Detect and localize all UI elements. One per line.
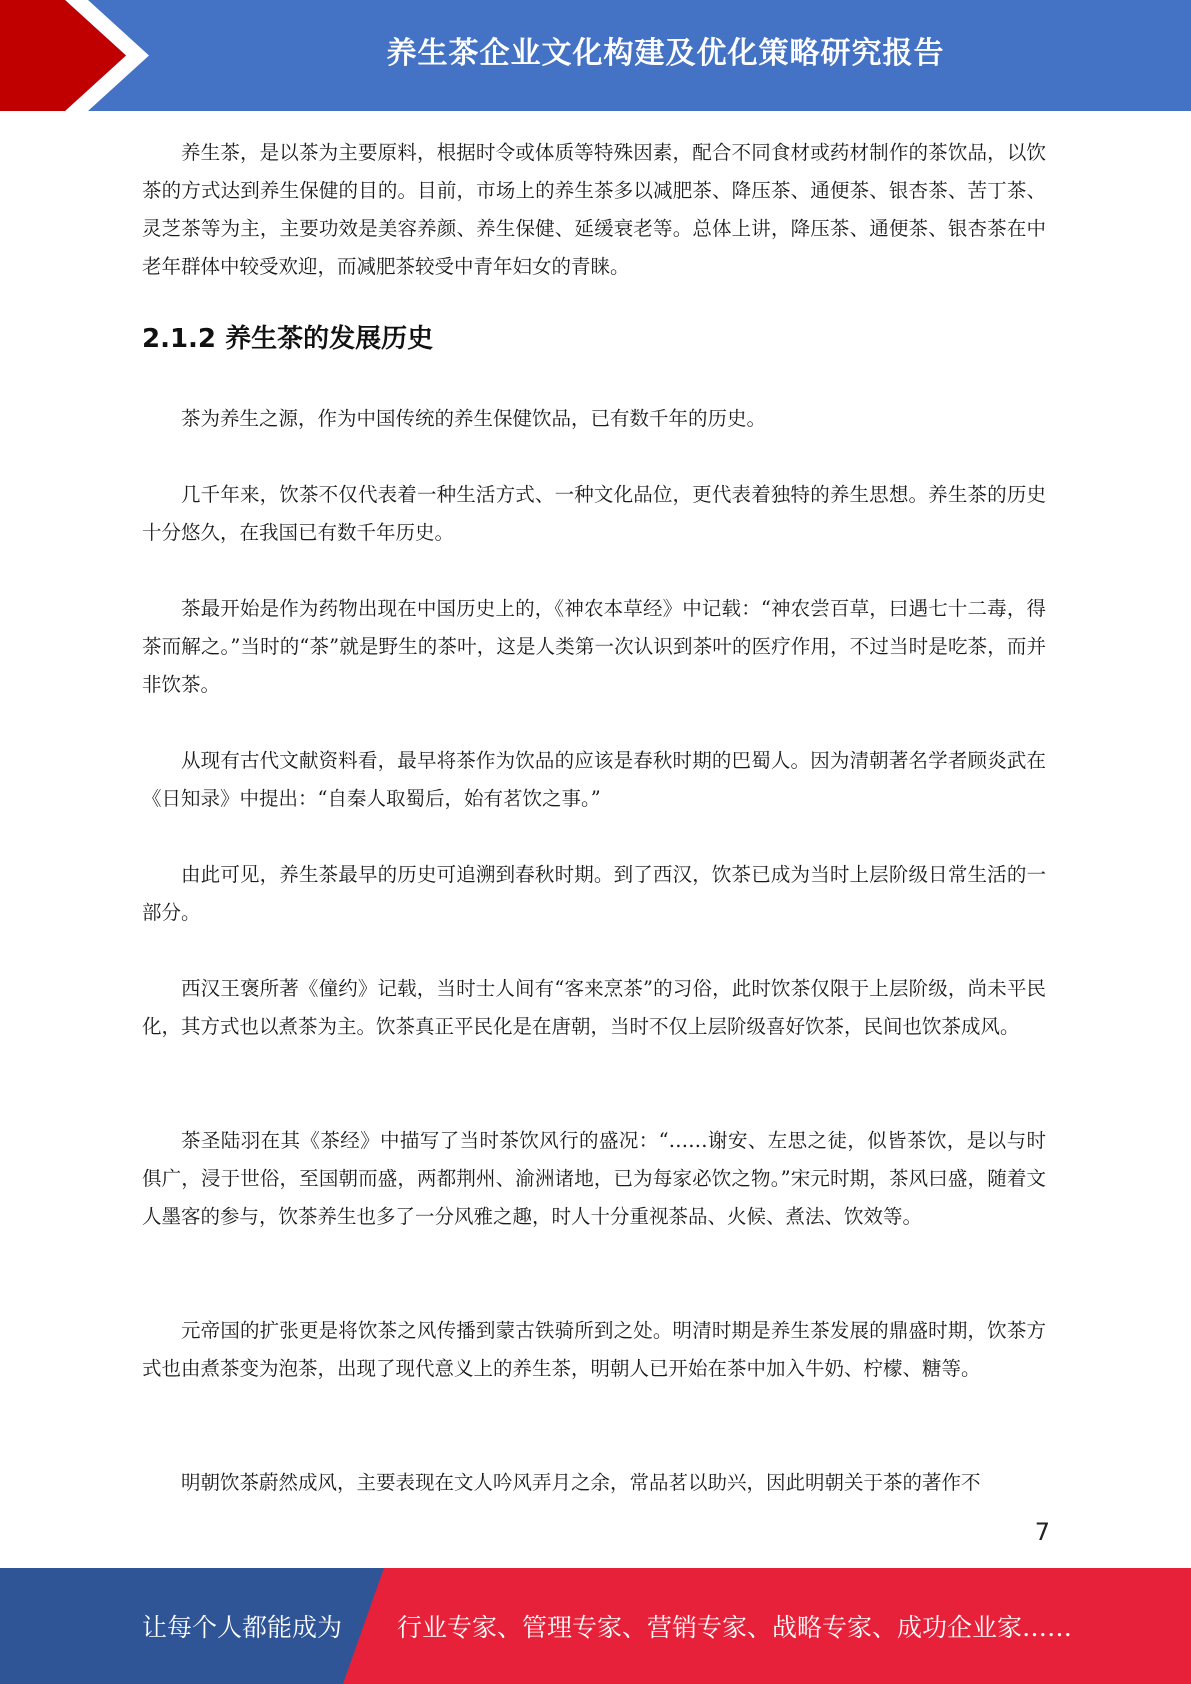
footer-slogan-right: 行业专家、管理专家、营销专家、战略专家、成功企业家…… bbox=[397, 1613, 1073, 1642]
body-paragraph: 西汉王褒所著《僮约》记载，当时士人间有“客来烹茶”的习俗，此时饮茶仅限于上层阶级，尚未平民化，其方式也以煮茶为主。饮茶真正平民化是在唐朝，当时不仅上层阶级喜好饮茶，民间也饮茶成风。 bbox=[142, 977, 1046, 1038]
body-paragraph: 几千年来，饮茶不仅代表着一种生活方式、一种文化品位，更代表着独特的养生思想。养生茶的历史十分悠久，在我国已有数千年历史。 bbox=[142, 483, 1046, 544]
footer-banner bbox=[0, 1568, 1191, 1684]
header-banner bbox=[0, 0, 1191, 111]
footer-slogan-left: 让每个人都能成为 bbox=[142, 1613, 343, 1642]
intro-paragraph: 养生茶，是以茶为主要原料，根据时令或体质等特殊因素，配合不同食材或药材制作的茶饮品，以饮茶的方式达到养生保健的目的。目前，市场上的养生茶多以减肥茶、降压茶、通便茶、银杏茶、苦丁茶、灵芝茶等为主，主要功效是美容养颜、养生保健、延缓衰老等。总体上讲，降压茶、通便茶、银杏茶在中老年群体中较受欢迎，而减肥茶较受中青年妇女的青睐。 bbox=[142, 141, 1046, 278]
body-paragraph: 茶圣陆羽在其《茶经》中描写了当时茶饮风行的盛况：“……谢安、左思之徒，似皆茶饮，是以与时俱广，浸于世俗，至国朝而盛，两都荆州、渝洲诸地，已为每家必饮之物。”宋元时期，茶风曰盛，随着文人墨客的参与，饮茶养生也多了一分风雅之趣，时人十分重视茶品、火候、煮法、饮效等。 bbox=[142, 1129, 1046, 1228]
document-title: 养生茶企业文化构建及优化策略研究报告 bbox=[386, 36, 945, 71]
section-heading: 2.1.2 养生茶的发展历史 bbox=[142, 324, 434, 354]
body-paragraph: 元帝国的扩张更是将饮茶之风传播到蒙古铁骑所到之处。明清时期是养生茶发展的鼎盛时期，饮茶方式也由煮茶变为泡茶，出现了现代意义上的养生茶，明朝人已开始在茶中加入牛奶、柠檬、糖等。 bbox=[142, 1319, 1046, 1380]
body-paragraph: 茶最开始是作为药物出现在中国历史上的，《神农本草经》中记载：“神农尝百草，曰遇七十二毒，得茶而解之。”当时的“茶”就是野生的茶叶，这是人类第一次认识到茶叶的医疗作用，不过当时是吃茶，而并非饮茶。 bbox=[142, 597, 1046, 696]
body-paragraph: 茶为养生之源，作为中国传统的养生保健饮品，已有数千年的历史。 bbox=[181, 407, 767, 430]
body-paragraph: 由此可见，养生茶最早的历史可追溯到春秋时期。到了西汉，饮茶已成为当时上层阶级日常生活的一部分。 bbox=[142, 863, 1046, 924]
body-paragraph: 从现有古代文献资料看，最早将茶作为饮品的应该是春秋时期的巴蜀人。因为清朝著名学者顾炎武在《日知录》中提出：“自秦人取蜀后，始有茗饮之事。” bbox=[142, 749, 1046, 810]
body-paragraph: 明朝饮茶蔚然成风，主要表现在文人吟风弄月之余，常品茗以助兴，因此明朝关于茶的著作不 bbox=[181, 1471, 981, 1494]
page-number: 7 bbox=[1034, 1518, 1050, 1546]
